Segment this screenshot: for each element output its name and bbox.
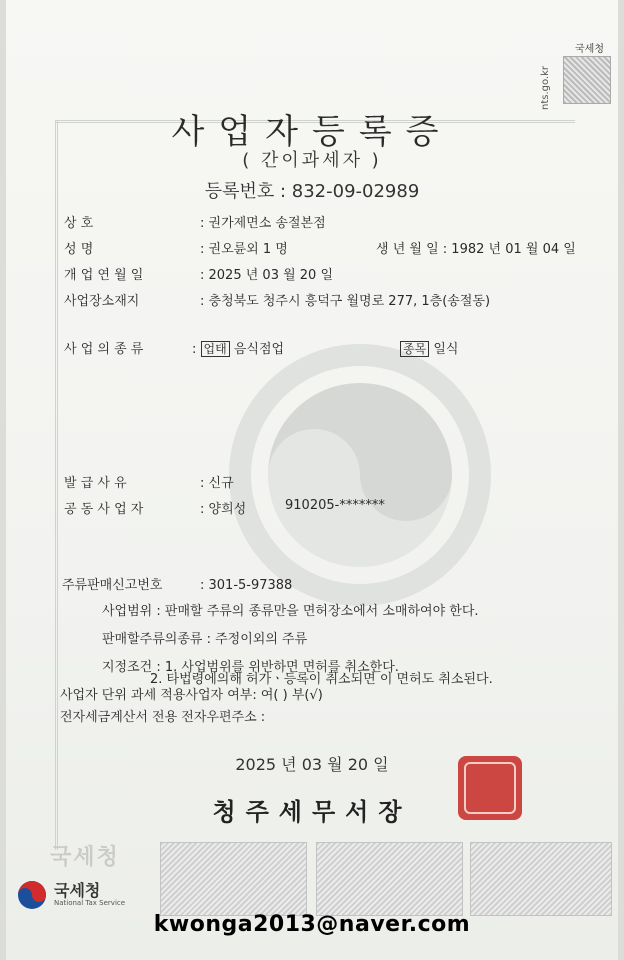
email-overlay: kwonga2013@naver.com	[153, 912, 471, 937]
trade-name-row: 상 호 : 권가제면소 송절본점	[64, 216, 326, 231]
einvoice-row: 전자세금계산서 전용 전자우편주소 :	[60, 710, 266, 725]
logo-subtext: National Tax Service	[54, 899, 126, 907]
security-pattern-2	[316, 842, 463, 916]
logo-text: 국세청	[54, 881, 101, 900]
reg-value: 832-09-02989	[291, 181, 420, 202]
ghost-logo-text: 국세청	[50, 845, 120, 870]
liquor-number-row: 주류판매신고번호 : 301-5-97388	[62, 578, 293, 593]
scope-row: 사업범위 : 판매할 주류의 종류만을 면허장소에서 소매하여야 한다.	[102, 604, 479, 619]
security-pattern-3	[470, 842, 612, 916]
tax-office-name: 청주세무서장	[212, 798, 412, 826]
category-box: 업태	[201, 341, 230, 357]
item-value: 일식	[433, 342, 459, 357]
condition-row: 지정조건 : 1. 사업범위를 위반하면 면허를 취소한다.	[102, 660, 399, 675]
unit-tax-row: 사업자 단위 과세 적용사업자 여부: 여( ) 부(√)	[60, 688, 323, 703]
document-subtitle: ( 간이과세자 )	[242, 150, 382, 171]
nts-emblem-watermark-icon	[225, 340, 495, 610]
address-row: 사업장소재지 : 충청북도 청주시 흥덕구 월명로 277, 1층(송절동)	[64, 294, 491, 309]
birth-row: 생 년 월 일 : 1982 년 01 월 04 일	[376, 242, 576, 257]
security-code-icon	[563, 56, 611, 104]
item-row	[400, 338, 458, 357]
business-type-row: 사 업 의 종 류 : 업태 음식점업	[64, 342, 285, 357]
item-box: 종목	[400, 341, 429, 357]
condition-row-2: 2. 타법령에의해 허가ㆍ등록이 취소되면 이 면허도 취소된다.	[150, 672, 493, 687]
open-date-row: 개 업 연 월 일 : 2025 년 03 월 20 일	[64, 268, 334, 283]
nts-logo	[10, 875, 160, 915]
official-seal-icon	[458, 756, 522, 820]
nts-url: nts.go.kr	[540, 65, 551, 110]
nts-corner-label: 국세청	[575, 44, 604, 55]
issue-date: 2025 년 03 월 20 일	[235, 755, 389, 774]
co-owner-row: 공 동 사 업 자 : 양희성	[64, 502, 247, 517]
issue-reason-row: 발 급 사 유 : 신규	[64, 476, 234, 491]
name-row: 성 명 : 권오륜외 1 명	[64, 242, 288, 257]
category-value: 음식점업	[233, 342, 285, 357]
reg-label: 등록번호	[204, 181, 275, 202]
taeguk-logo-icon	[16, 879, 48, 911]
document-title: 사업자등록증	[171, 112, 453, 152]
registration-number: 등록번호 : 832-09-02989	[204, 181, 420, 202]
liquor-kind-row: 판매할주류의종류 : 주정이외의 주류	[102, 632, 308, 647]
security-pattern-1	[160, 842, 307, 916]
co-owner-id: 910205-*******	[285, 498, 385, 513]
